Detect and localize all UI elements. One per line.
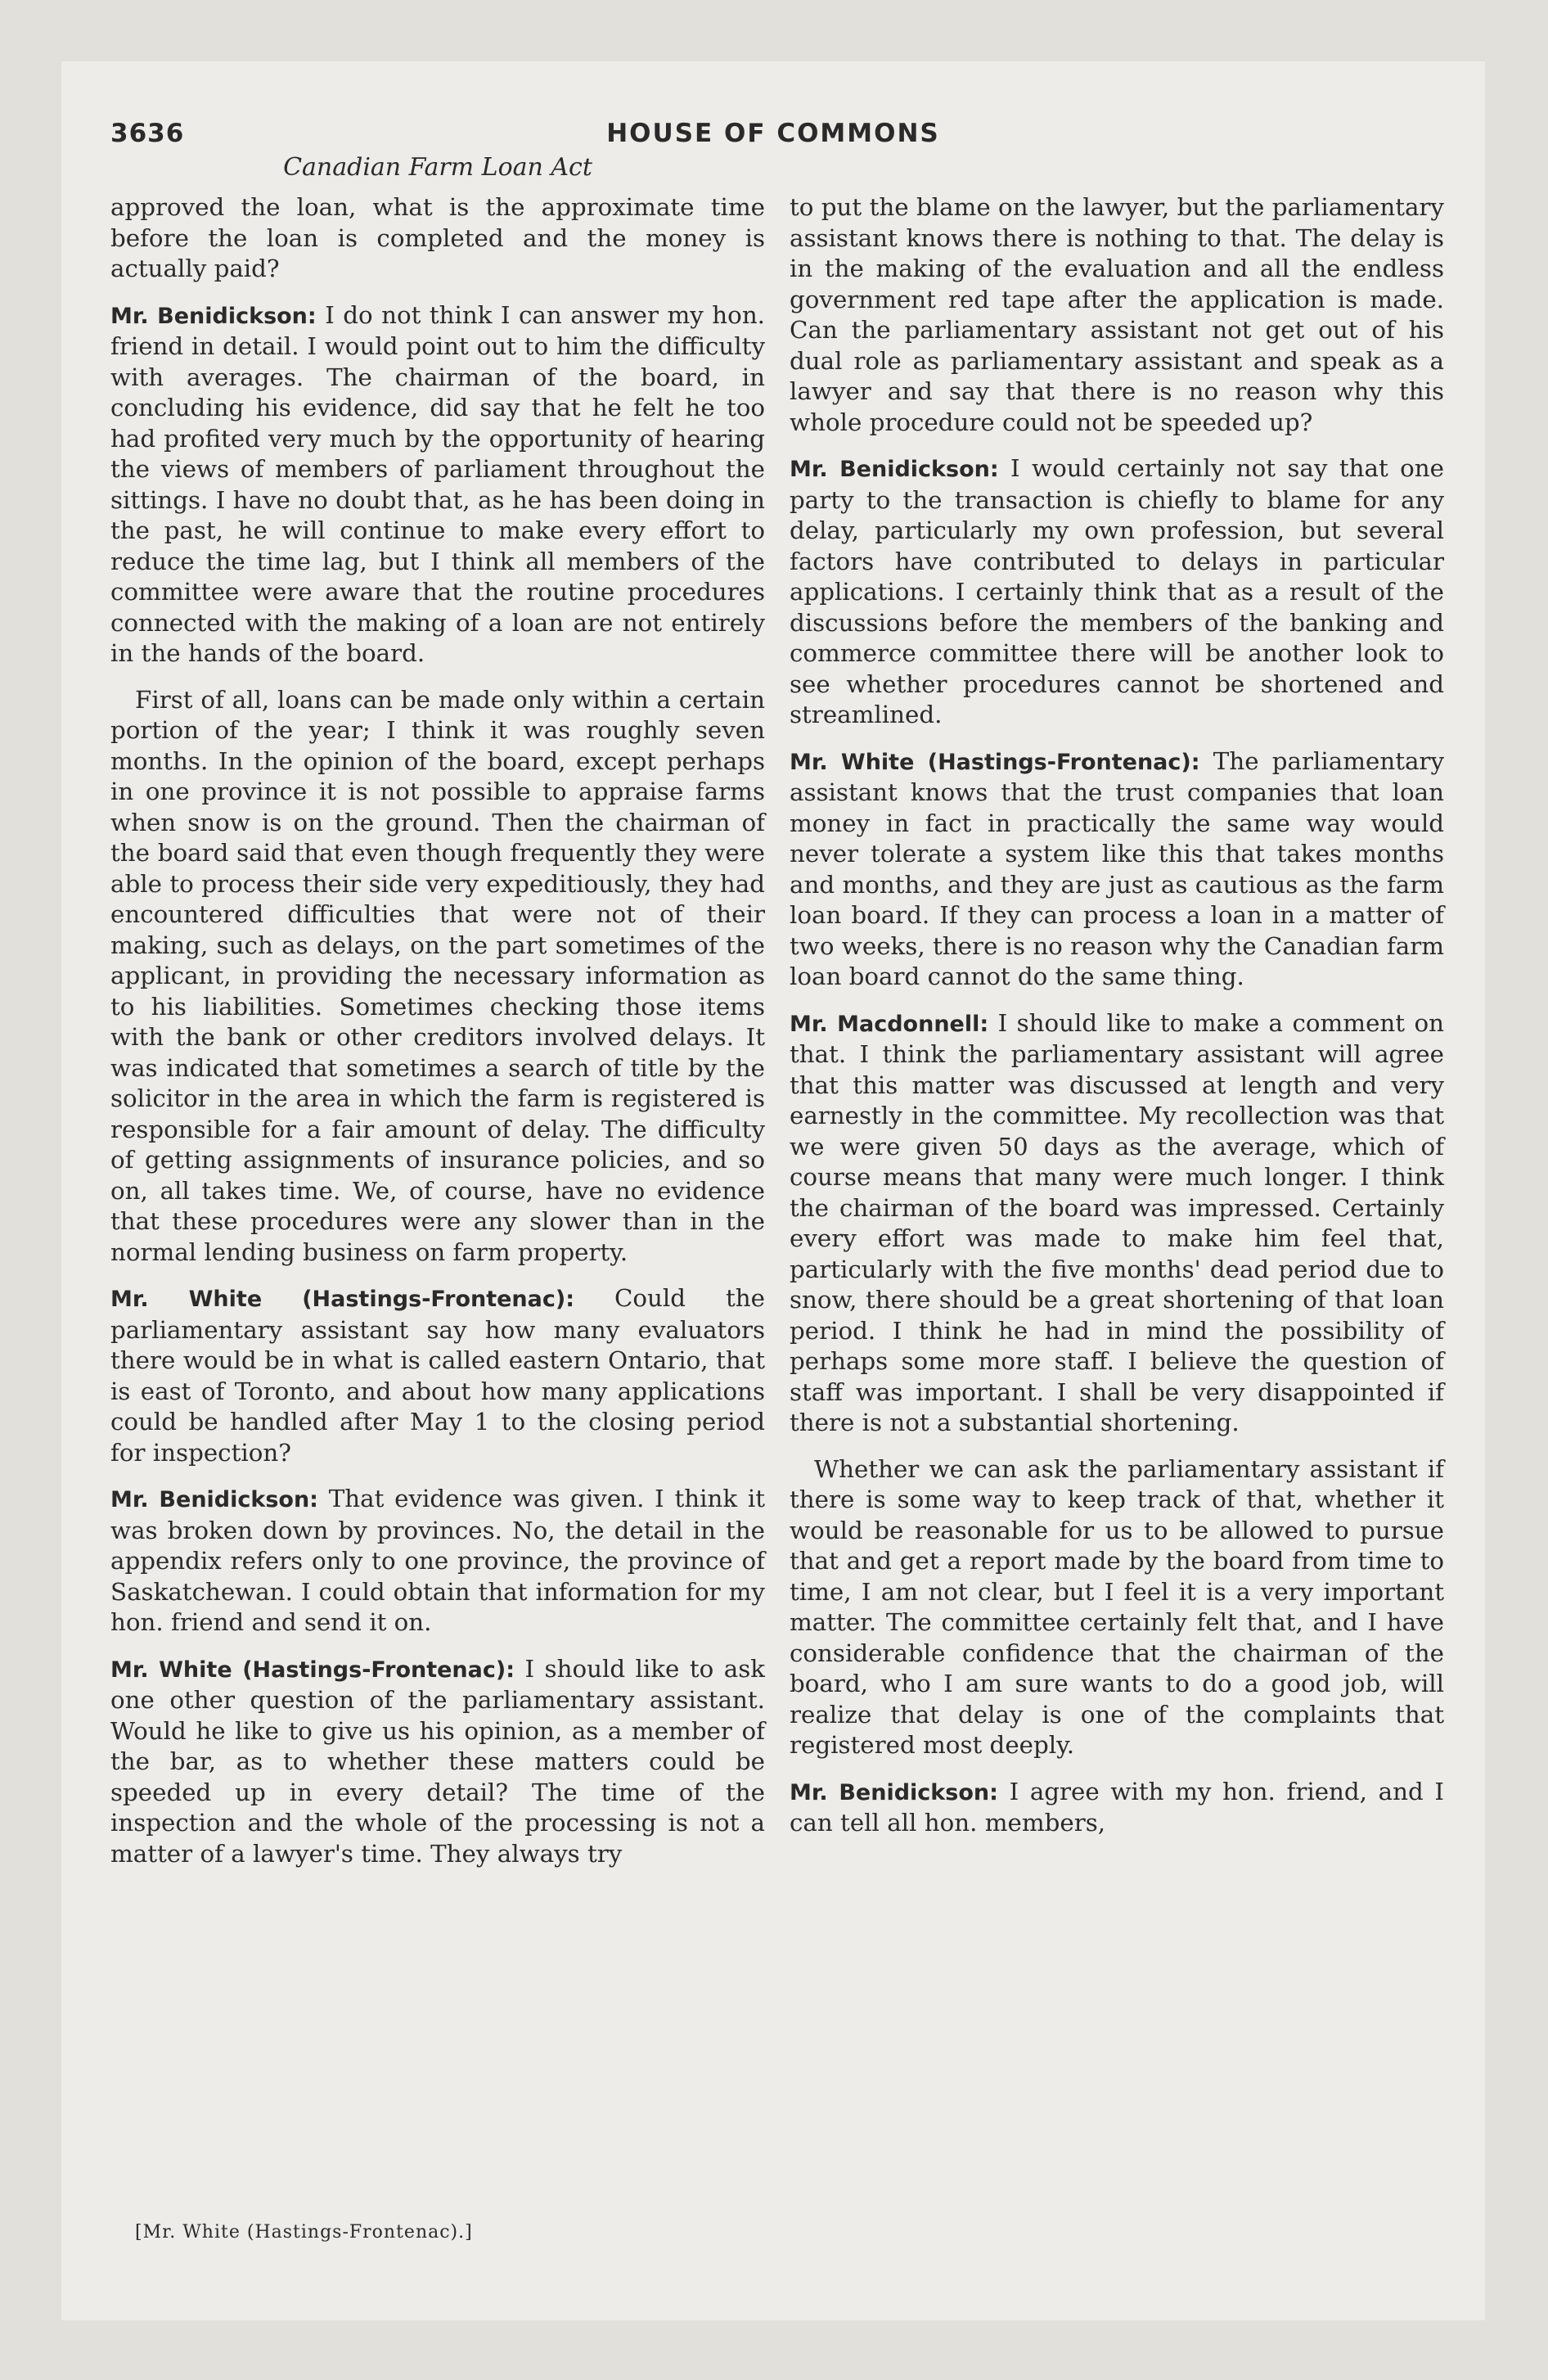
paragraph-text: The parliamentary assistant knows that the trust companies that loan money in fact in practically the same way would never tolerate a system like this that takes months and months, and they are just as cautious as the farm loan board. If they can process a loan in a matter of two weeks, there is no reason why the Canadian farm loan board cannot do the same thing. bbox=[790, 746, 1444, 990]
document-page bbox=[61, 61, 1485, 2320]
paragraph-text: I do not think I can answer my hon. friend in detail. I would point out to him the difficulty with averages. The chairman of the board, in concluding his evidence, did say that he felt he too had profited very much by the opportunity of hearing the views of members of parliament throughout the sittings. I have no doubt that, as he has been doing in the past, he will continue to make every effort to reduce the time lag, but I think all members of the committee were aware that the routine procedures connected with the making of a loan are not entirely in the hands of the board. bbox=[110, 300, 765, 667]
paragraph bbox=[790, 1777, 1444, 1839]
footer-note: [Mr. White (Hastings-Frontenac).] bbox=[135, 2222, 473, 2243]
page-number: 3636 bbox=[110, 119, 185, 148]
paragraph bbox=[790, 1008, 1444, 1439]
paragraph bbox=[790, 453, 1444, 731]
paragraph-text: I agree with my hon. friend, and I can tell all hon. members, bbox=[790, 1777, 1444, 1837]
paragraph bbox=[790, 1454, 1444, 1761]
right-column bbox=[790, 192, 1444, 1855]
paragraph-text: Whether we can ask the parliamentary assistant if there is some way to keep track of that, whether it would be reasonable for us to be allowed to pursue that and get a report made by the board from time to time, I am not clear, but I feel it is a very important matter. The committee certainly felt that, and I have considerable confidence that the chairman of the board, who I am sure wants to do a good job, will realize that delay is one of the complaints that registered most deeply. bbox=[790, 1454, 1444, 1759]
speaker-name: Mr. Benidickson: bbox=[110, 1487, 318, 1512]
speaker-name: Mr. White (Hastings-Frontenac): bbox=[790, 749, 1200, 775]
page-title: HOUSE OF COMMONS bbox=[606, 119, 940, 148]
paragraph bbox=[110, 1654, 765, 1870]
paragraph-text: I should like to ask one other question of the parliamentary assistant. Would he like to give us his opinion, as a member of the bar, as to whether these matters could be speeded up in every detail? The time of the inspection and the whole of the processing is not a matter of a lawyer's time. They always try bbox=[110, 1654, 765, 1868]
section-subtitle: Canadian Farm Loan Act bbox=[283, 153, 592, 182]
paragraph bbox=[110, 1484, 765, 1639]
paragraph-text: to put the blame on the lawyer, but the parliamentary assistant knows there is nothing to that. The delay is in the making of the evaluation and all the endless government red tape after the application is made. Can the parliamentary assistant not get out of his dual role as parliamentary assistant and speak as a lawyer and say that there is no reason why this whole procedure could not be speeded up? bbox=[790, 193, 1444, 436]
speaker-name: Mr. White (Hastings-Frontenac): bbox=[110, 1287, 575, 1312]
paragraph bbox=[110, 300, 765, 669]
paragraph-text: I would certainly not say that one party to the transaction is chiefly to blame for any delay, particularly my own profession, but several factors have contributed to delays in particular applications. I certainly think that as a result of the discussions before the members of the banking and commerce committee there will be another look to see whether procedures cannot be shortened and streamlined. bbox=[790, 454, 1444, 728]
paragraph-text: That evidence was given. I think it was broken down by provinces. No, the detail in the appendix refers only to one province, the province of Saskatchewan. I could obtain that information for my hon. friend and send it on. bbox=[110, 1485, 765, 1636]
speaker-name: Mr. Benidickson: bbox=[790, 1779, 998, 1805]
paragraph bbox=[110, 192, 765, 285]
paragraph bbox=[790, 192, 1444, 438]
paragraph bbox=[110, 1283, 765, 1468]
paragraph-text: I should like to make a comment on that. I think the parliamentary assistant will agree that this matter was discussed at length and very earnestly in the committee. My recollection was that we were given 50 days as the average, which of course means that many were much longer. I think the chairman of the board was impressed. Certainly every effort was made to make him feel that, particularly with the five months' dead period due to snow, there should be a great shortening of that loan period. I think he had in mind the possibility of perhaps some more staff. I believe the question of staff was important. I shall be very disappointed if there is not a substantial shortening. bbox=[790, 1008, 1445, 1436]
paragraph bbox=[110, 685, 765, 1269]
left-column bbox=[110, 192, 765, 1885]
paragraph-text: Could the parliamentary assistant say how many evaluators there would be in what is called eastern Ontario, that is east of Toronto, and about how many applications could be handled after May 1 to the closing period for inspection? bbox=[110, 1284, 765, 1467]
speaker-name: Mr. Benidickson: bbox=[110, 303, 317, 329]
paragraph-text: approved the loan, what is the approximate time before the loan is completed and the money is actually paid? bbox=[110, 193, 765, 282]
paragraph-text: First of all, loans can be made only within a certain portion of the year; I think it was roughly seven months. In the opinion of the board, except perhaps in one province it is not possible to appraise farms when snow is on the ground. Then the chairman of the board said that even though frequently they were able to process their side very expeditiously, they had encountered difficulties that were not of their making, such as delays, on the part sometimes of the applicant, in providing the necessary information as to his liabilities. Sometimes checking those items with the bank or other creditors involved delays. It was indicated that sometimes a search of title by the solicitor in the area in which the farm is registered is responsible for a fair amount of delay. The difficulty of getting assignments of insurance policies, and so on, all takes time. We, of course, have no evidence that these procedures were any slower than in the normal lending business on farm property. bbox=[110, 685, 765, 1266]
speaker-name: Mr. Macdonnell: bbox=[790, 1011, 989, 1037]
speaker-name: Mr. White (Hastings-Frontenac): bbox=[110, 1657, 515, 1683]
speaker-name: Mr. Benidickson: bbox=[790, 457, 999, 482]
paragraph bbox=[790, 746, 1444, 993]
